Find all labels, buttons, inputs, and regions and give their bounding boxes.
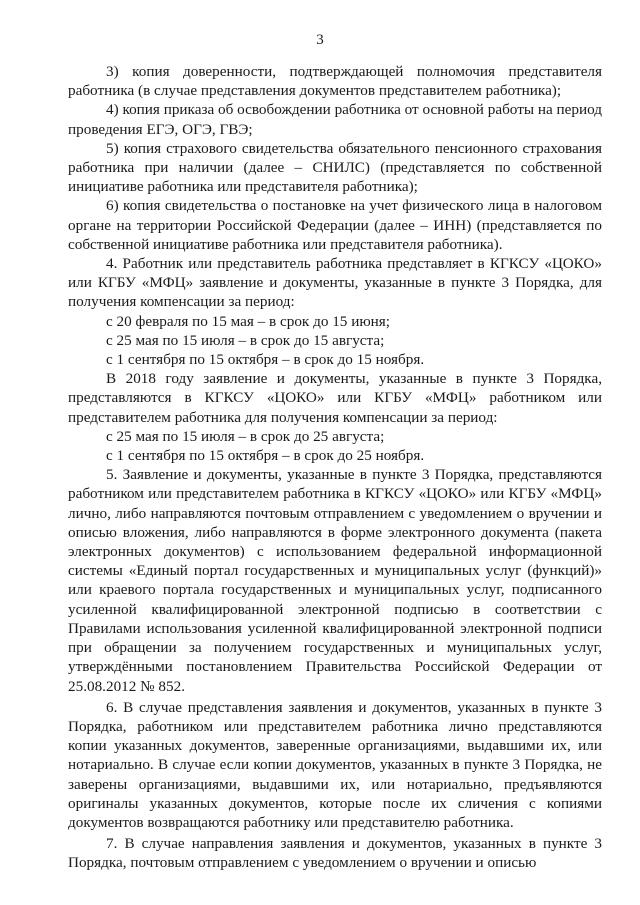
paragraph-copy-inn: 6) копия свидетельства о постановке на учет физического лица в налоговом органе на территории Российской Федерации (далее – ИНН) (представляется по собственной инициативе работника или представителя работника). xyxy=(68,197,602,253)
period-2018-item-2: с 1 сентября по 15 октября – в срок до 25 ноября. xyxy=(106,447,425,465)
page-number: 3 xyxy=(316,32,324,48)
period-2018-item-1: с 25 мая по 15 июля – в срок до 25 августа; xyxy=(106,427,385,445)
period-item-3: с 1 сентября по 15 октября – в срок до 15 ноября. xyxy=(106,351,425,369)
paragraph-copy-snils: 5) копия страхового свидетельства обязательного пенсионного страхования работника при наличии (далее – СНИЛС) (представляется по собственной инициативе работника или представителя работника); xyxy=(68,139,602,196)
paragraph-section-7: 7. В случае направления заявления и документов, указанных в пункте 3 Порядка, почтовым отправлением с уведомлением о вручении и описью xyxy=(68,835,602,872)
document-body xyxy=(68,62,602,873)
period-item-2: с 25 мая по 15 июля – в срок до 15 августа; xyxy=(106,331,385,349)
paragraph-section-6: 6. В случае представления заявления и документов, указанных в пункте 3 Порядка, работником или представителем работника лично представляются копии указанных документов, заверенные организациями, выдавшими их, или нотариально. В случае если копии документов, указанных в пункте 3 Порядка, не заверены организациями, выдавшими их, или нотариально, предъявляются оригиналы указанных документов, которые после их сличения с копиями документов возвращаются работнику или представителю работника. xyxy=(68,698,602,831)
paragraph-copy-power-of-attorney: 3) копия доверенности, подтверждающей полномочия представителя работника (в случае представления документов представителем работника); xyxy=(68,63,602,100)
paragraph-2018: В 2018 году заявление и документы, указанные в пункте 3 Порядка, представляются в КГКСУ «ЦОКО» или КГБУ «МФЦ» работником или представителем работника для получения компенсации за период: xyxy=(68,370,602,426)
period-item-1: с 20 февраля по 15 мая – в срок до 15 июня; xyxy=(106,312,391,330)
paragraph-section-4: 4. Работник или представитель работника представляет в КГКСУ «ЦОКО» или КГБУ «МФЦ» заявление и документы, указанные в пункте 3 Порядка, для получения компенсации за период: xyxy=(68,255,602,311)
paragraph-copy-release-order: 4) копия приказа об освобождении работника от основной работы на период проведения ЕГЭ, ОГЭ, ГВЭ; xyxy=(68,101,602,138)
paragraph-section-5: 5. Заявление и документы, указанные в пункте 3 Порядка, представляются работником или представителем работника в КГКСУ «ЦОКО» или КГБУ «МФЦ» лично, либо направляются почтовым отправлением с уведомлением о вручении и описью вложения, либо направляются в форме электронного документа (пакета электронных документов) с использованием федеральной информационной системы «Единый портал государственных и муниципальных услуг (функций)» или краевого портала государственных и муниципальных услуг, подписанного усиленной квалифицированной электронной подписью в соответствии с Правилами использования усиленной квалифицированной электронной подписи при обращении за получением государственных и муниципальных услуг, утверждёнными постановлением Правительства Российской Федерации от 25.08.2012 № 852. xyxy=(68,466,602,695)
